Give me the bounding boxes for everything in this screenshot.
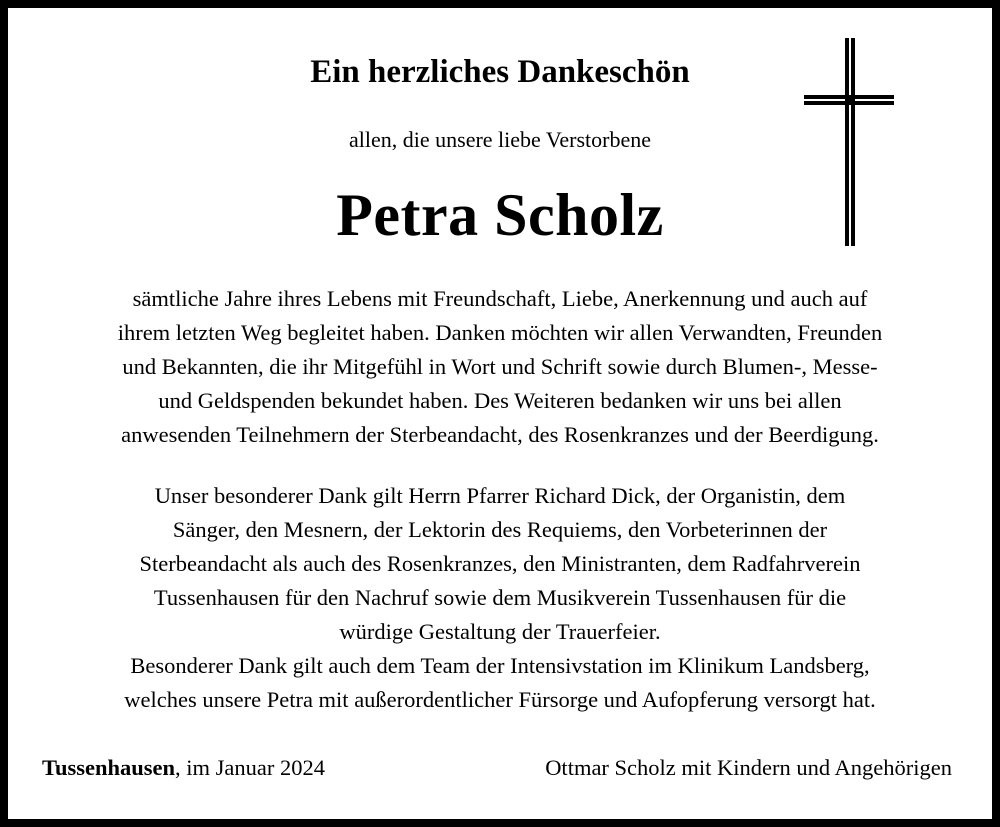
paragraph-line: Sänger, den Mesnern, der Lektorin des Requiems, den Vorbeterinnen der — [172, 517, 828, 542]
paragraph-line: ihrem letzten Weg begleitet haben. Danken möchten wir allen Verwandten, Freunden — [117, 320, 883, 345]
paragraph-line: und Geldspenden bekundet haben. Des Weiteren bedanken wir uns bei allen — [158, 388, 842, 413]
paragraph-thanks — [20, 282, 980, 452]
paragraph-line: und Bekannten, die ihr Mitgefühl in Wort und Schrift sowie durch Blumen-, Messe- — [122, 354, 878, 379]
paragraph-line: Sterbeandacht als auch des Rosenkranzes, den Ministranten, dem Radfahrverein — [139, 551, 861, 576]
signature: Ottmar Scholz mit Kindern und Angehörigen — [545, 755, 952, 780]
place-name: Tussenhausen — [42, 755, 176, 780]
paragraph-line: Besonderer Dank gilt auch dem Team der Intensivstation im Klinikum Landsberg, — [130, 653, 870, 678]
paragraph-line: welches unsere Petra mit außerordentlicher Fürsorge und Aufopferung versorgt hat. — [124, 687, 876, 712]
paragraph-line: Tussenhausen für den Nachruf sowie dem Musikverein Tussenhausen für die — [153, 585, 847, 610]
paragraph-line: Unser besonderer Dank gilt Herrn Pfarrer Richard Dick, der Organistin, dem — [154, 483, 846, 508]
deceased-name: Petra Scholz — [336, 182, 664, 248]
date-text: , im Januar 2024 — [175, 755, 325, 780]
paragraph-line: würdige Gestaltung der Trauerfeier. — [339, 619, 661, 644]
notice-heading: Ein herzliches Dankeschön — [310, 54, 690, 90]
intro-line: allen, die unsere liebe Verstorbene — [349, 127, 651, 152]
paragraph-special-thanks — [20, 479, 980, 717]
place-and-date — [42, 753, 325, 783]
paragraph-line: anwesenden Teilnehmern der Sterbeandacht, des Rosenkranzes und der Beerdigung. — [121, 422, 879, 447]
paragraph-line: sämtliche Jahre ihres Lebens mit Freundschaft, Liebe, Anerkennung und auch auf — [132, 286, 868, 311]
cross-icon — [804, 38, 894, 246]
